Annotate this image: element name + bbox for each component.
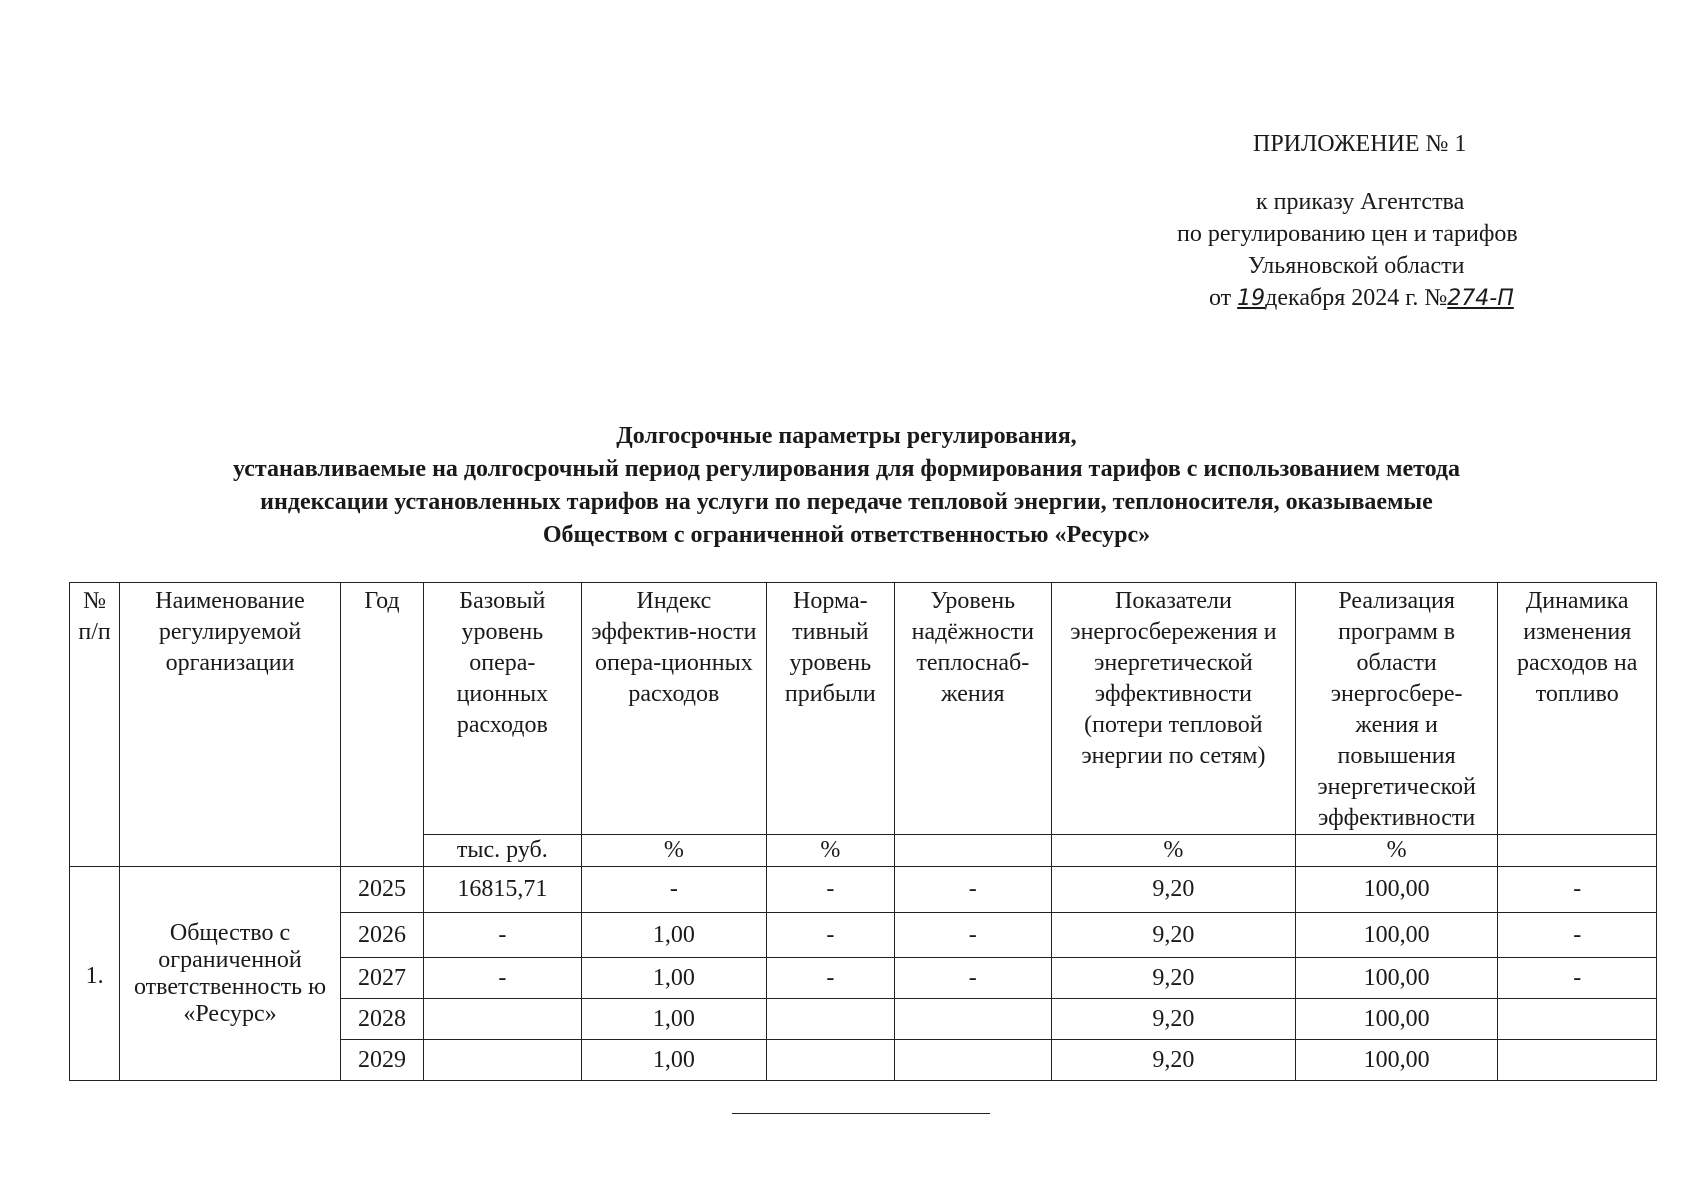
cell-year: 2028 (340, 999, 423, 1040)
cell-programs: 100,00 (1295, 913, 1498, 958)
cell-base (424, 999, 581, 1040)
cell-reliability (894, 999, 1051, 1040)
cell-year: 2026 (340, 913, 423, 958)
cell-fuel: - (1498, 867, 1657, 913)
row-number: 1. (70, 867, 120, 1081)
unit-energy: % (1052, 835, 1296, 867)
table-row (70, 867, 1657, 913)
cell-reliability: - (894, 867, 1051, 913)
cell-index: 1,00 (581, 999, 767, 1040)
appendix-line-3: Ульяновской области (1248, 253, 1465, 279)
cell-base: 16815,71 (424, 867, 581, 913)
header-org: Наименование регулируемой организации (120, 583, 341, 867)
cell-profit: - (767, 913, 894, 958)
table-header-row (70, 583, 1657, 835)
cell-index: 1,00 (581, 913, 767, 958)
cell-energy: 9,20 (1052, 913, 1296, 958)
header-energy: Показатели энергосбережения и энергетической эффективности (потери тепловой энергии по сетям) (1052, 583, 1296, 835)
date-day-handwritten: 19 (1237, 286, 1266, 311)
header-reliability: Уровень надёжности теплоснаб-жения (894, 583, 1051, 835)
heading-line-3: индексации установленных тарифов на услуги по передаче тепловой энергии, теплоносителя, оказываемые (260, 489, 1433, 515)
cell-fuel (1498, 1040, 1657, 1081)
cell-programs: 100,00 (1295, 958, 1498, 999)
cell-index: 1,00 (581, 958, 767, 999)
cell-year: 2025 (340, 867, 423, 913)
header-base: Базовый уровень опера-ционных расходов (424, 583, 581, 835)
cell-base: - (424, 913, 581, 958)
appendix-line-2: по регулированию цен и тарифов (1177, 221, 1518, 247)
unit-index: % (581, 835, 767, 867)
closing-divider (732, 1113, 990, 1114)
cell-index: - (581, 867, 767, 913)
cell-programs: 100,00 (1295, 867, 1498, 913)
cell-profit: - (767, 958, 894, 999)
header-year: Год (340, 583, 423, 867)
header-fuel: Динамика изменения расходов на топливо (1498, 583, 1657, 835)
cell-fuel: - (1498, 913, 1657, 958)
cell-energy: 9,20 (1052, 958, 1296, 999)
parameters-table (69, 582, 1657, 1081)
cell-programs: 100,00 (1295, 999, 1498, 1040)
cell-energy: 9,20 (1052, 1040, 1296, 1081)
cell-year: 2029 (340, 1040, 423, 1081)
cell-reliability: - (894, 958, 1051, 999)
unit-base: тыс. руб. (424, 835, 581, 867)
unit-reliability (894, 835, 1051, 867)
header-profit: Норма-тивный уровень прибыли (767, 583, 894, 835)
cell-programs: 100,00 (1295, 1040, 1498, 1081)
cell-base (424, 1040, 581, 1081)
appendix-title: ПРИЛОЖЕНИЕ № 1 (1253, 131, 1467, 157)
cell-reliability (894, 1040, 1051, 1081)
unit-fuel (1498, 835, 1657, 867)
appendix-date-line (1140, 282, 1540, 315)
cell-fuel (1498, 999, 1657, 1040)
cell-year: 2027 (340, 958, 423, 999)
cell-energy: 9,20 (1052, 867, 1296, 913)
cell-profit (767, 999, 894, 1040)
cell-profit: - (767, 867, 894, 913)
heading-line-1: Долгосрочные параметры регулирования, (616, 423, 1077, 449)
organization-name: Общество с ограниченной ответственность ю «Ресурс» (120, 867, 341, 1081)
heading-line-4: Обществом с ограниченной ответственностью «Ресурс» (542, 522, 1151, 548)
document-heading (0, 420, 1693, 552)
cell-profit (767, 1040, 894, 1081)
heading-line-2: устанавливаемые на долгосрочный период регулирования для формирования тарифов с использованием метода (232, 456, 1461, 482)
header-num: № п/п (70, 583, 120, 867)
cell-base: - (424, 958, 581, 999)
appendix-line-1: к приказу Агентства (1256, 189, 1465, 215)
header-programs: Реализация программ в области энергосбере-жения и повышения энергетической эффективности (1295, 583, 1498, 835)
order-number-handwritten: 274-П (1447, 286, 1514, 311)
cell-fuel: - (1498, 958, 1657, 999)
date-rest: декабря 2024 г. № (1265, 285, 1448, 311)
appendix-block (1140, 128, 1540, 315)
unit-programs: % (1295, 835, 1498, 867)
cell-index: 1,00 (581, 1040, 767, 1081)
cell-energy: 9,20 (1052, 999, 1296, 1040)
date-prefix: от (1209, 285, 1232, 311)
unit-profit: % (767, 835, 894, 867)
header-index: Индекс эффектив-ности опера-ционных расходов (581, 583, 767, 835)
cell-reliability: - (894, 913, 1051, 958)
